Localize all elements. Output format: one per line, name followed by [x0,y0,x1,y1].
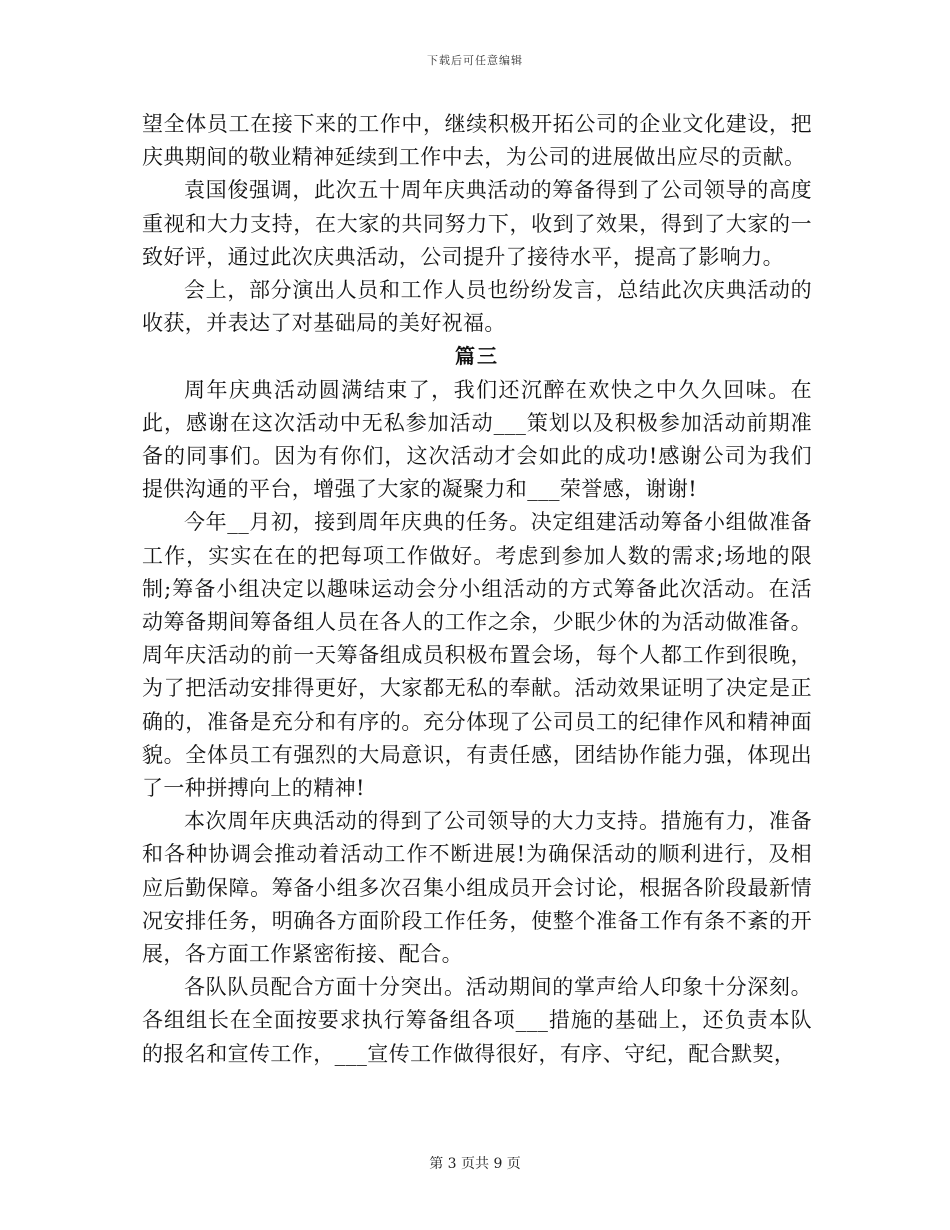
paragraph: 望全体员工在接下来的工作中，继续积极开拓公司的企业文化建设，把庆典期间的敬业精神延续到工作中去，为公司的进展做出应尽的贡献。 [142,112,812,170]
paragraph: 周年庆典活动圆满结束了，我们还沉醉在欢快之中久久回味。在此，感谢在这次活动中无私参加活动___策划以及积极参加活动前期准备的同事们。因为有你们，这次活动才会如此的成功!感谢公司为我们提供沟通的平台，增强了大家的凝聚力和___荣誉感，谢谢! [142,377,812,502]
document-body [142,108,812,1071]
paragraph: 本次周年庆典活动的得到了公司领导的大力支持。措施有力，准备和各种协调会推动着活动工作不断进展!为确保活动的顺利进行，及相应后勤保障。筹备小组多次召集小组成员开会讨论，根据各阶段最新情况安排任务，明确各方面阶段工作任务，使整个准备工作有条不紊的开展，各方面工作紧密衔接、配合。 [142,809,812,967]
paragraph: 今年__月初，接到周年庆典的任务。决定组建活动筹备小组做准备工作，实实在在的把每项工作做好。考虑到参加人数的需求;场地的限制;筹备小组决定以趣味运动会分小组活动的方式筹备此次活动。在活动筹备期间筹备组人员在各人的工作之余，少眠少休的为活动做准备。周年庆活动的前一天筹备组成员积极布置会场，每个人都工作到很晚，为了把活动安排得更好，大家都无私的奉献。活动效果证明了决定是正确的，准备是充分和有序的。充分体现了公司员工的纪律作风和精神面貌。全体员工有强烈的大局意识，有责任感，团结协作能力强，体现出了一种拼搏向上的精神! [142,510,812,801]
page-header: 下载后可任意编辑 [427,54,523,67]
paragraph: 各队队员配合方面十分突出。活动期间的掌声给人印象十分深刻。各组组长在全面按要求执行筹备组各项___措施的基础上，还负责本队的报名和宣传工作，___宣传工作做得很好，有序、守纪，配合默契， [142,975,812,1066]
page-footer: 第 3 页共 9 页 [429,1156,521,1172]
paragraph: 袁国俊强调，此次五十周年庆典活动的筹备得到了公司领导的高度重视和大力支持，在大家的共同努力下，收到了效果，得到了大家的一致好评，通过此次庆典活动，公司提升了接待水平，提高了影响力。 [142,178,812,269]
section-title: 篇三 [455,344,499,369]
paragraph: 会上，部分演出人员和工作人员也纷纷发言，总结此次庆典活动的收获，并表达了对基础局的美好祝福。 [142,278,812,336]
